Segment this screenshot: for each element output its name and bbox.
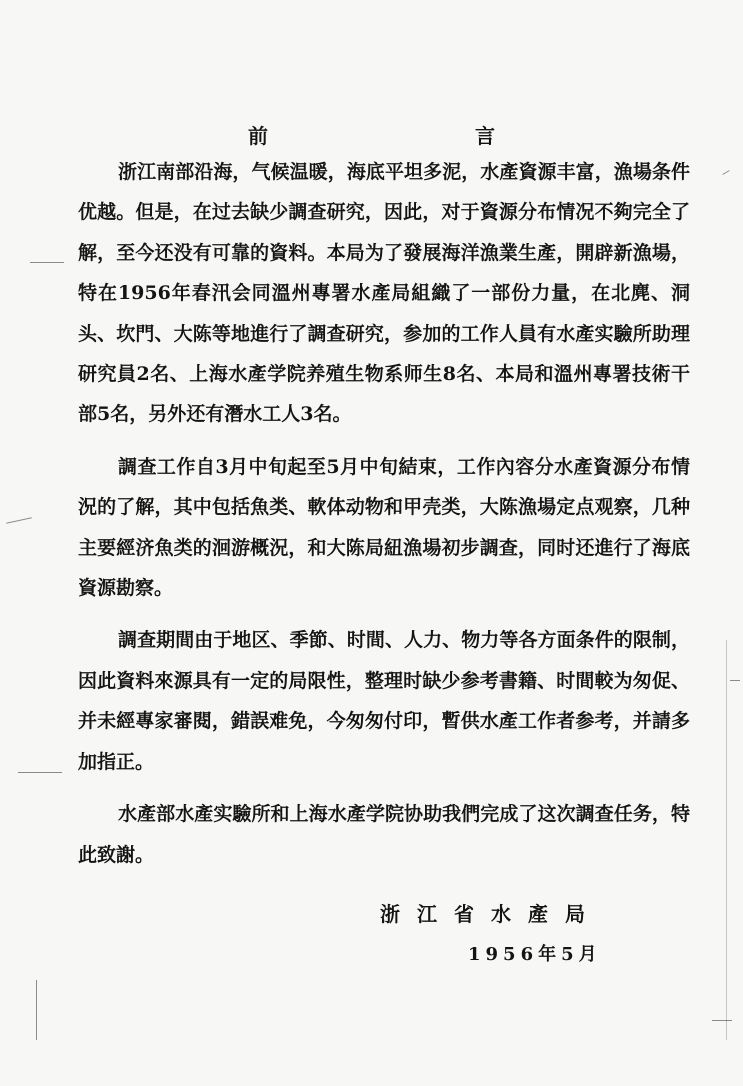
preface-body [78, 152, 690, 875]
scan-mark-left-3 [18, 772, 62, 773]
issue-date: 1956年5月 [468, 944, 602, 965]
document-title: 前 言 [248, 124, 595, 148]
scan-mark-right-2 [726, 640, 727, 1040]
scan-mark-right-1 [722, 170, 729, 175]
scan-mark-left-1 [30, 262, 64, 263]
paragraph-1: 浙江南部沿海，气候温暖，海底平坦多泥，水產資源丰富，漁場条件优越。但是，在过去缺少調查研究，因此，对于資源分布情况不夠完全了解，至今还没有可靠的資料。本局为了發展海洋漁業生產，開辟新漁場，特在1956年春汛会同溫州專署水產局組織了一部份力量，在北麂、洞头、坎門、大陈等地進行了調查研究，参加的工作人員有水產实驗所助理研究員2名、上海水產学院养殖生物系师生8名、本局和溫州專署技術干部5名，另外还有潛水工人3名。 [78, 161, 690, 426]
scan-mark-right-3 [730, 680, 740, 681]
scan-mark-left-4 [36, 980, 37, 1040]
paragraph-4: 水產部水產实驗所和上海水產学院协助我們完成了这次調查任务，特此致謝。 [78, 803, 690, 866]
paragraph-3: 調查期間由于地区、季節、时間、人力、物力等各方面条件的限制，因此資料來源具有一定的局限性，整理时缺少参考書籍、时間較为匆促、并未經專家審閱，錯誤难免，今匆匆付印，暫供水產工作者参考，并請多加指正。 [78, 629, 690, 773]
scan-mark-left-2 [6, 517, 32, 523]
scan-mark-right-4 [712, 1020, 732, 1021]
paragraph-2: 調查工作自3月中旬起至5月中旬結束，工作內容分水產資源分布情況的了解，其中包括魚类、軟体动物和甲壳类，大陈漁場定点观察，几种主要經济魚类的洄游概況，和大陈局紐漁場初步調查，同时还進行了海底資源勘察。 [78, 455, 690, 600]
issuer-signature: 浙江省水產局 [380, 902, 602, 926]
